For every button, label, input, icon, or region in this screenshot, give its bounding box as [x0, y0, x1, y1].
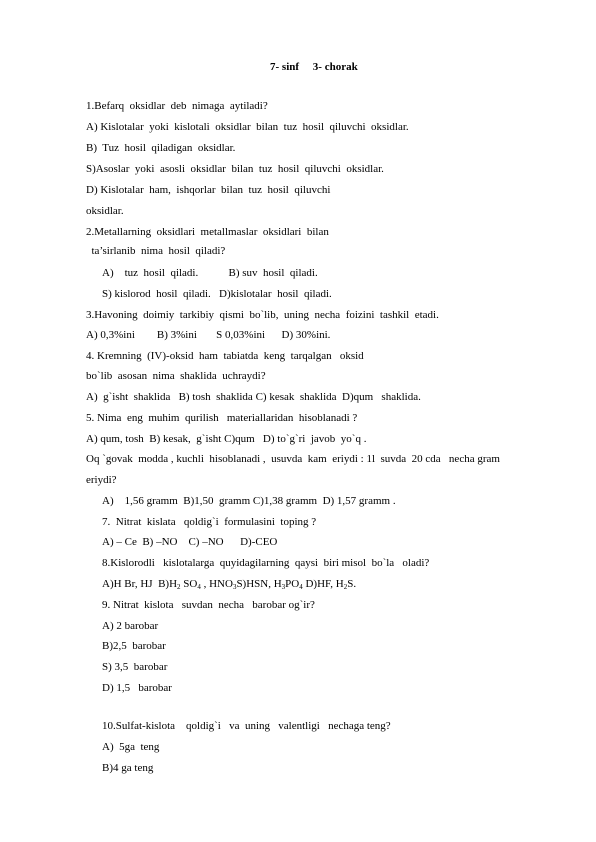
- answer-option: A) qum, tosh B) kesak, g`isht C)qum D) to`g`ri javob yo`q .: [86, 433, 367, 445]
- answer-option: A) 5ga teng: [102, 741, 160, 753]
- answer-option: S) kislorod hosil qiladi. D)kislotalar hosil qiladi.: [102, 288, 332, 300]
- answer-option: A) 0,3%ini B) 3%ini S 0,03%ini D) 30%ini.: [86, 329, 331, 341]
- answer-option: B)4 ga teng: [102, 762, 154, 774]
- page-title: 7- sinf 3- chorak: [270, 61, 358, 73]
- answer-option: A) g`isht shaklida B) tosh shaklida C) kesak shaklida D)qum shaklida.: [86, 391, 421, 403]
- question-9: 9. Nitrat kislota suvdan necha barobar og`ir?: [102, 599, 315, 611]
- answer-option: S) 3,5 barobar: [102, 661, 168, 673]
- question-7: 7. Nitrat kislata qoldig`i formulasini toping ?: [102, 516, 317, 528]
- answer-option-formulas: A)H Br, HJ $B)H_2$ $SO_4$ , $HNO_3S)HSN$, $H_3PO_4$ D)HF, $H_2S$.: [102, 578, 357, 591]
- answer-option: B)2,5 barobar: [102, 640, 166, 652]
- question-6-cont: eriydi?: [86, 474, 117, 486]
- question-1: 1.Befarq oksidlar deb nimaga aytiladi?: [86, 100, 268, 112]
- answer-option: B) Tuz hosil qiladigan oksidlar.: [86, 142, 236, 154]
- answer-option: D) Kislotalar ham, ishqorlar bilan tuz hosil qiluvchi: [86, 184, 331, 196]
- answer-option: A) 1,56 gramm B)1,50 gramm C)1,38 gramm D) 1,57 gramm .: [102, 495, 396, 507]
- answer-option: A) – Ce B) –NO C) –NO D)-CEO: [102, 536, 278, 548]
- question-2: 2.Metallarning oksidlari metallmaslar oksidlari bilan: [86, 226, 329, 238]
- question-6: Oq `govak modda , kuchli hisoblanadi , usuvda kam eriydi : 1l suvda 20 cda necha gram: [86, 453, 500, 465]
- question-3: 3.Havoning doimiy tarkibiy qismi bo`lib, uning necha foizini tashkil etadi.: [86, 309, 439, 321]
- question-2-cont: ta’sirlanib nima hosil qiladi?: [86, 245, 226, 257]
- answer-option: A) Kislotalar yoki kislotali oksidlar bilan tuz hosil qiluvchi oksidlar.: [86, 121, 409, 133]
- answer-option: A) tuz hosil qiladi. B) suv hosil qiladi.: [102, 267, 318, 279]
- question-8: 8.Kislorodli kislotalarga quyidagilarning qaysi biri misol bo`la oladi?: [102, 557, 430, 569]
- answer-option: oksidlar.: [86, 205, 124, 217]
- answer-option: D) 1,5 barobar: [102, 682, 172, 694]
- answer-option: S)Asoslar yoki asosli oksidlar bilan tuz hosil qiluvchi oksidlar.: [86, 163, 384, 175]
- question-5: 5. Nima eng muhim qurilish materiallaridan hisoblanadi ?: [86, 412, 358, 424]
- question-4-cont: bo`lib asosan nima shaklida uchraydi?: [86, 370, 266, 382]
- question-10: 10.Sulfat-kislota qoldig`i va uning valentligi nechaga teng?: [102, 720, 391, 732]
- question-4: 4. Kremning (IV)-oksid ham tabiatda keng tarqalgan oksid: [86, 350, 364, 362]
- answer-option: A) 2 barobar: [102, 620, 159, 632]
